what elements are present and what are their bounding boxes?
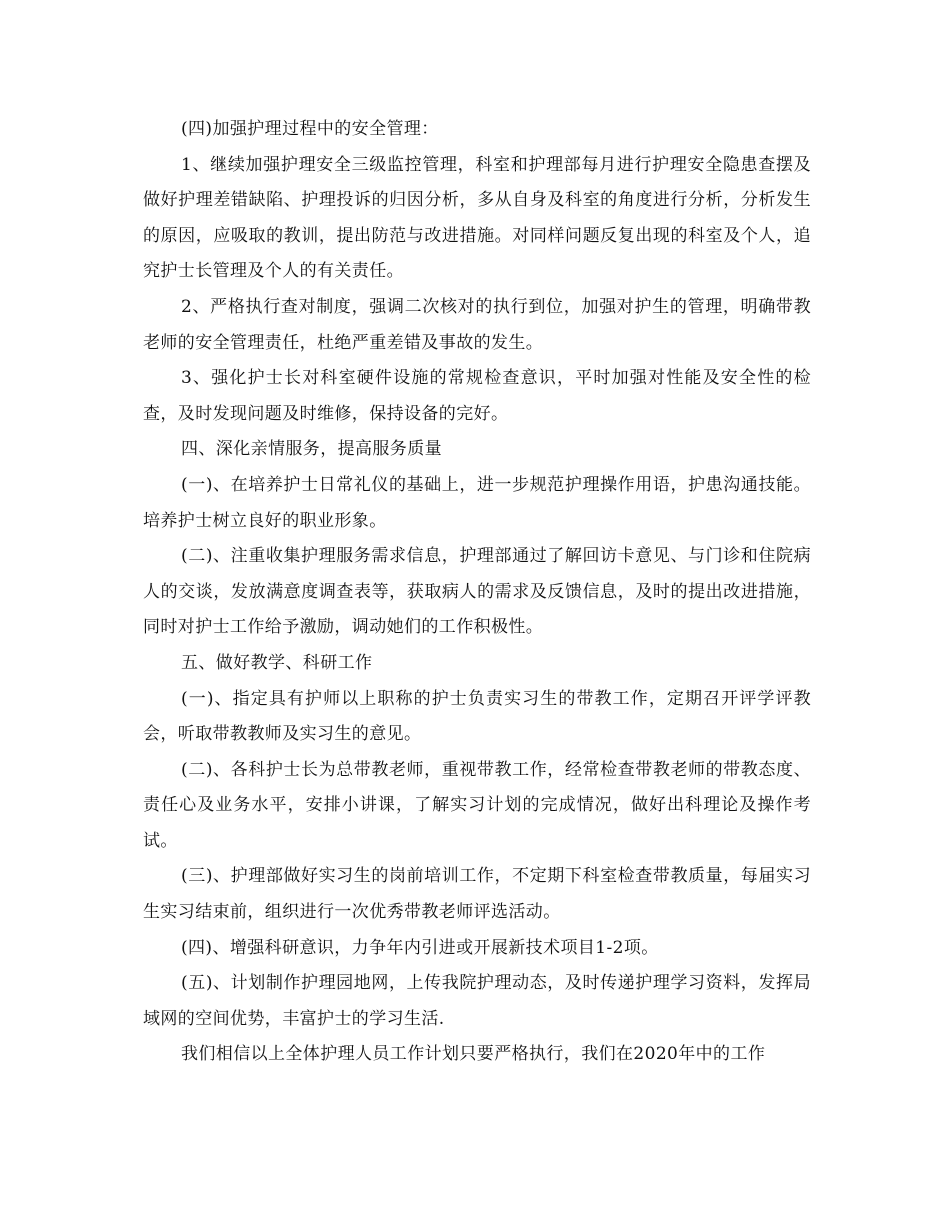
paragraph: (一)、在培养护士日常礼仪的基础上，进一步规范护理操作用语，护患沟通技能。培养护士树立良好的职业形象。 [143, 474, 811, 531]
paragraph: (四)加强护理过程中的安全管理： [181, 119, 439, 139]
paragraph: 1、继续加强护理安全三级监控管理，科室和护理部每月进行护理安全隐患查摆及做好护理差错缺陷、护理投诉的归因分析，多从自身及科室的角度进行分析，分析发生的原因，应吸取的教训，提出防范与改进措施。对同样问题反复出现的科室及个人，追究护士长管理及个人的有关责任。 [143, 154, 811, 282]
paragraph: (一)、指定具有护师以上职称的护士负责实习生的带教工作，定期召开评学评教会，听取带教教师及实习生的意见。 [143, 688, 811, 745]
paragraph: 3、强化护士长对科室硬件设施的常规检查意识，平时加强对性能及安全性的检查，及时发现问题及时维修，保持设备的完好。 [143, 368, 811, 424]
paragraph: 我们相信以上全体护理人员工作计划只要严格执行，我们在2020年中的工作 [181, 1044, 766, 1065]
paragraph: (四)、增强科研意识，力争年内引进或开展新技术项目1-2项。 [181, 937, 659, 958]
paragraph: 2、严格执行查对制度，强调二次核对的执行到位，加强对护生的管理，明确带教老师的安全管理责任，杜绝严重差错及事故的发生。 [143, 296, 811, 353]
paragraph: (三)、护理部做好实习生的岗前培训工作，不定期下科室检查带教质量，每届实习生实习结束前，组织进行一次优秀带教老师评选活动。 [143, 866, 811, 923]
paragraph: (二)、各科护士长为总带教老师，重视带教工作，经常检查带教老师的带教态度、责任心及业务水平，安排小讲课，了解实习计划的完成情况，做好出科理论及操作考试。 [143, 759, 811, 851]
section-heading: 五、做好教学、科研工作 [181, 652, 373, 673]
document-body [143, 112, 811, 1073]
paragraph: (五)、计划制作护理园地网，上传我院护理动态，及时传递护理学习资料，发挥局域网的空间优势，丰富护士的学习生活. [143, 973, 811, 1029]
section-heading: 四、深化亲情服务，提高服务质量 [181, 439, 442, 460]
paragraph: (二)、注重收集护理服务需求信息，护理部通过了解回访卡意见、与门诊和住院病人的交谈，发放满意度调查表等，获取病人的需求及反馈信息，及时的提出改进措施，同时对护士工作给予激励，调动她们的工作积极性。 [143, 546, 811, 638]
